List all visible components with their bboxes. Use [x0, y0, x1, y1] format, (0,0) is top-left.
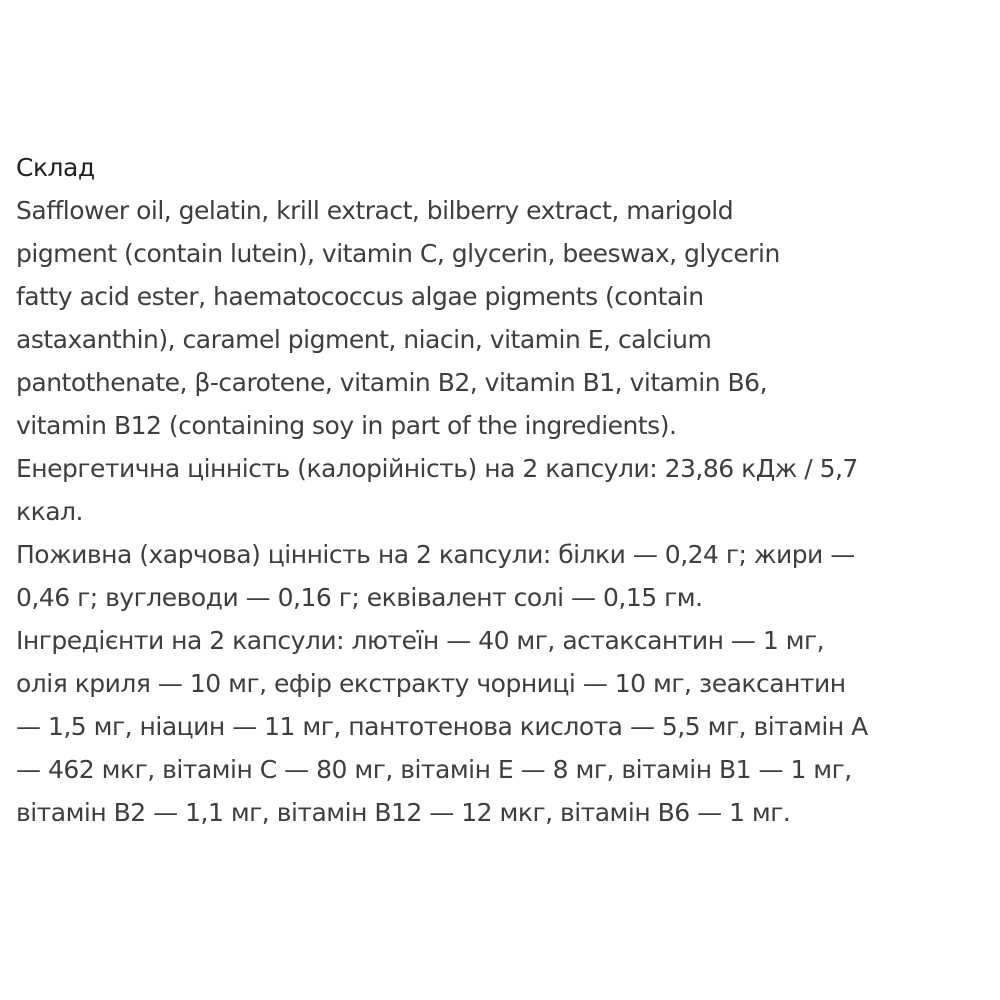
text-line: pantothenate, β-carotene, vitamin B2, vitamin B1, vitamin B6, — [16, 368, 768, 397]
text-line: fatty acid ester, haematococcus algae pigments (contain — [16, 282, 704, 311]
text-line: pigment (contain lutein), vitamin C, glycerin, beeswax, glycerin — [16, 239, 780, 268]
text-line: Інгредієнти на 2 капсули: лютеїн — 40 мг, астаксантин — 1 мг, — [16, 626, 825, 655]
section-heading: Склад — [16, 153, 95, 182]
ingredients-per-dose-paragraph — [16, 619, 991, 834]
ingredients-paragraph — [16, 189, 991, 447]
energy-value-paragraph — [16, 447, 991, 533]
text-line: 0,46 г; вуглеводи — 0,16 г; еквівалент солі — 0,15 гм. — [16, 583, 703, 612]
text-line: Енергетична цінність (калорійність) на 2 капсули: 23,86 кДж / 5,7 — [16, 454, 858, 483]
text-line: вітамін В2 — 1,1 мг, вітамін В12 — 12 мкг, вітамін В6 — 1 мг. — [16, 798, 791, 827]
text-line: — 462 мкг, вітамін С — 80 мг, вітамін Е — 8 мг, вітамін В1 — 1 мг, — [16, 755, 852, 784]
nutrition-value-paragraph — [16, 533, 991, 619]
text-line: Поживна (харчова) цінність на 2 капсули: білки — 0,24 г; жири — — [16, 540, 855, 569]
text-line: astaxanthin), caramel pigment, niacin, vitamin E, calcium — [16, 325, 712, 354]
text-line: Safflower oil, gelatin, krill extract, bilberry extract, marigold — [16, 196, 734, 225]
composition-section — [16, 146, 991, 834]
text-line: vitamin B12 (containing soy in part of the ingredients). — [16, 411, 677, 440]
text-line: олія криля — 10 мг, ефір екстракту чорниці — 10 мг, зеаксантин — [16, 669, 846, 698]
text-line: — 1,5 мг, ніацин — 11 мг, пантотенова кислота — 5,5 мг, вітамін А — [16, 712, 868, 741]
text-line: ккал. — [16, 497, 83, 526]
